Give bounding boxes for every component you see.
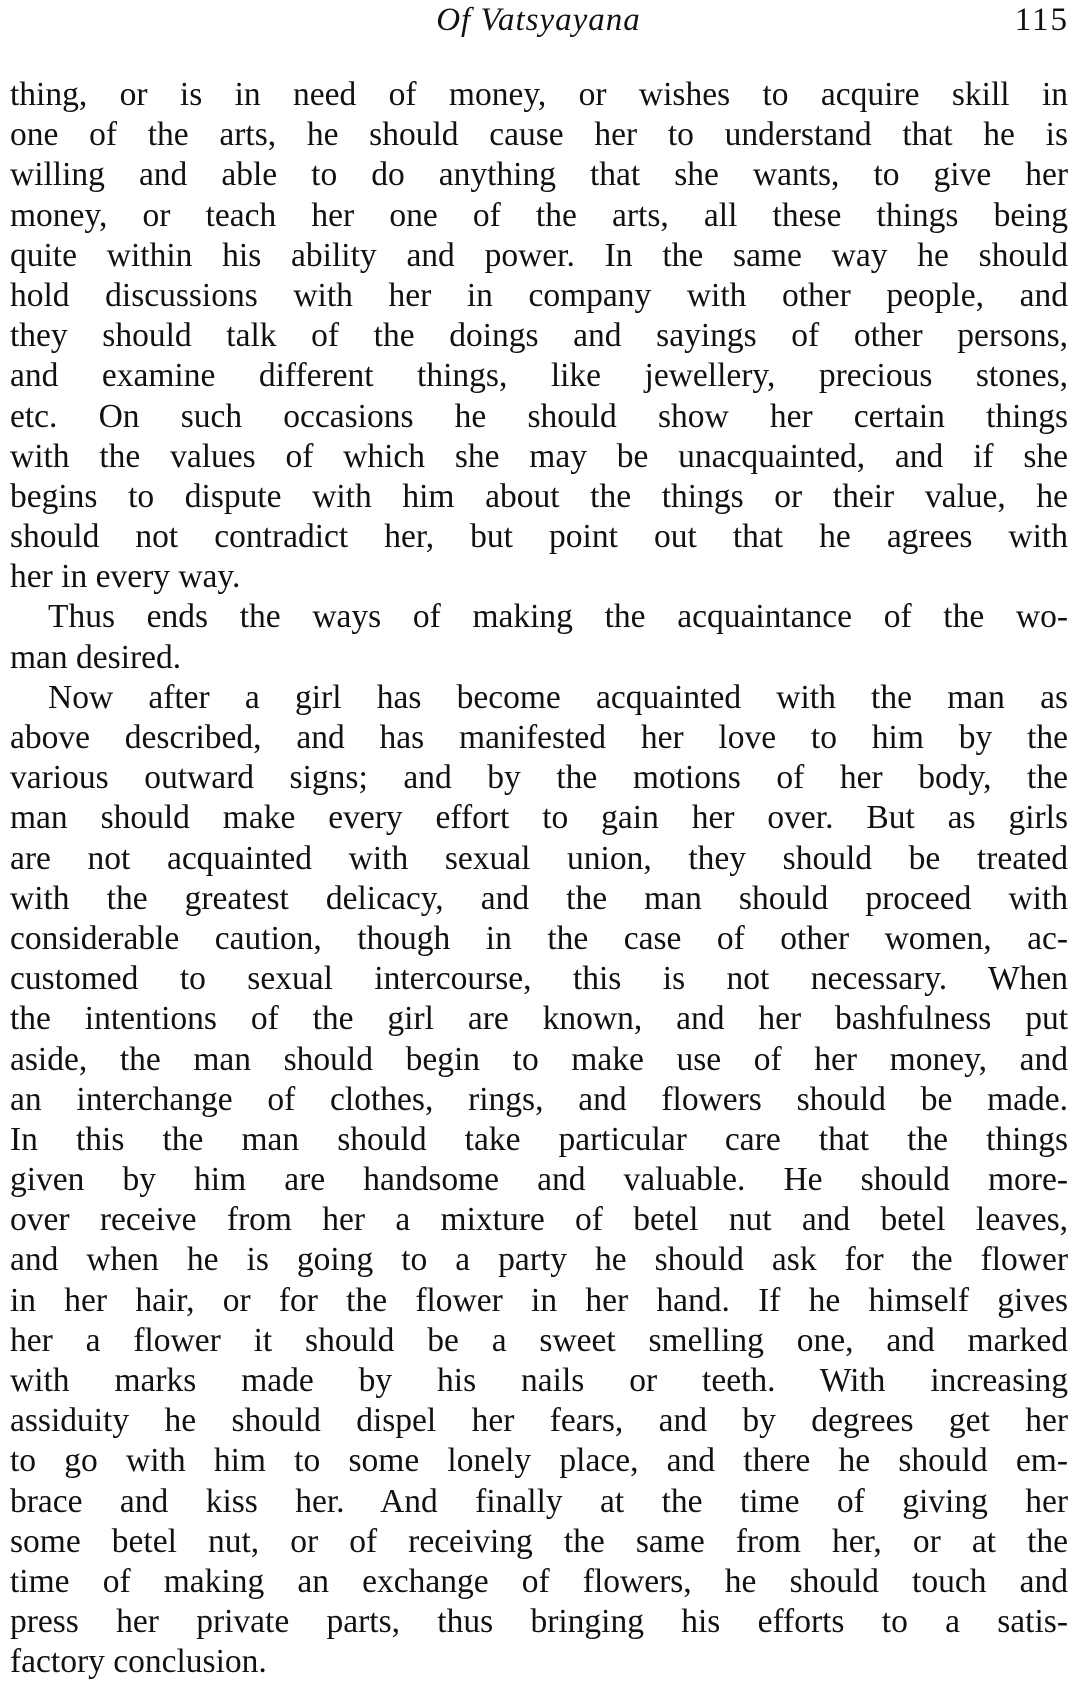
body-text <box>10 75 1068 1683</box>
text-line: brace and kiss her. And finally at the time of giving her <box>10 1482 1068 1520</box>
paragraph-end-line: her in every way. <box>10 558 241 596</box>
text-line: with the values of which she may be unacquainted, and if she <box>10 437 1068 475</box>
text-line: man should make every effort to gain her over. But as girls <box>10 799 1068 837</box>
paragraph-first-line: Thus ends the ways of making the acquaintance of the wo- <box>48 598 1068 636</box>
text-line: quite within his ability and power. In the same way he should <box>10 236 1068 274</box>
text-line: customed to sexual intercourse, this is not necessary. When <box>10 960 1068 998</box>
text-line: etc. On such occasions he should show her certain things <box>10 397 1068 435</box>
text-line: aside, the man should begin to make use of her money, and <box>10 1040 1068 1078</box>
text-line: willing and able to do anything that she wants, to give her <box>10 156 1068 194</box>
text-line: thing, or is in need of money, or wishes to acquire skill in <box>10 76 1068 113</box>
text-line: and when he is going to a party he should ask for the flower <box>10 1241 1068 1279</box>
text-line: considerable caution, though in the case of other women, ac- <box>10 919 1068 957</box>
text-line: her a flower it should be a sweet smelling one, and marked <box>10 1321 1068 1359</box>
text-line: hold discussions with her in company with other people, and <box>10 276 1068 314</box>
text-line: an interchange of clothes, rings, and flowers should be made. <box>10 1080 1068 1118</box>
text-line: with the greatest delicacy, and the man should proceed with <box>10 879 1068 917</box>
text-line: one of the arts, he should cause her to understand that he is <box>10 116 1068 154</box>
text-line: In this the man should take particular care that the things <box>10 1120 1068 1158</box>
text-line: with marks made by his nails or teeth. With increasing <box>10 1362 1068 1399</box>
running-head <box>0 0 1077 60</box>
text-line: above described, and has manifested her love to him by the <box>10 719 1068 756</box>
running-title: Of Vatsyayana <box>436 2 641 38</box>
text-line: begins to dispute with him about the things or their value, he <box>10 477 1068 515</box>
text-line: given by him are handsome and valuable. He should more- <box>10 1161 1068 1199</box>
text-line: to go with him to some lonely place, and there he should em- <box>10 1442 1068 1480</box>
text-line: and examine different things, like jewellery, precious stones, <box>10 357 1068 395</box>
paragraph-end-line: man desired. <box>10 638 182 676</box>
paragraph-end-line: factory conclusion. <box>10 1643 267 1681</box>
paragraph-first-line: Now after a girl has become acquainted with the man as <box>48 678 1068 716</box>
text-line: are not acquainted with sexual union, they should be treated <box>10 839 1068 877</box>
text-line: should not contradict her, but point out that he agrees with <box>10 518 1068 556</box>
text-line: they should talk of the doings and sayings of other persons, <box>10 317 1068 355</box>
text-line: time of making an exchange of flowers, he should touch and <box>10 1562 1068 1600</box>
text-line: press her private parts, thus bringing his efforts to a satis- <box>10 1603 1068 1641</box>
text-line: the intentions of the girl are known, and her bashfulness put <box>10 1000 1068 1038</box>
text-line: money, or teach her one of the arts, all these things being <box>10 196 1068 234</box>
text-line: over receive from her a mixture of betel nut and betel leaves, <box>10 1201 1068 1239</box>
text-line: some betel nut, or of receiving the same from her, or at the <box>10 1522 1068 1560</box>
text-line: various outward signs; and by the motions of her body, the <box>10 759 1068 797</box>
text-line: in her hair, or for the flower in her hand. If he himself gives <box>10 1281 1068 1319</box>
page-number: 115 <box>1014 2 1069 38</box>
text-line: assiduity he should dispel her fears, and by degrees get her <box>10 1402 1068 1440</box>
